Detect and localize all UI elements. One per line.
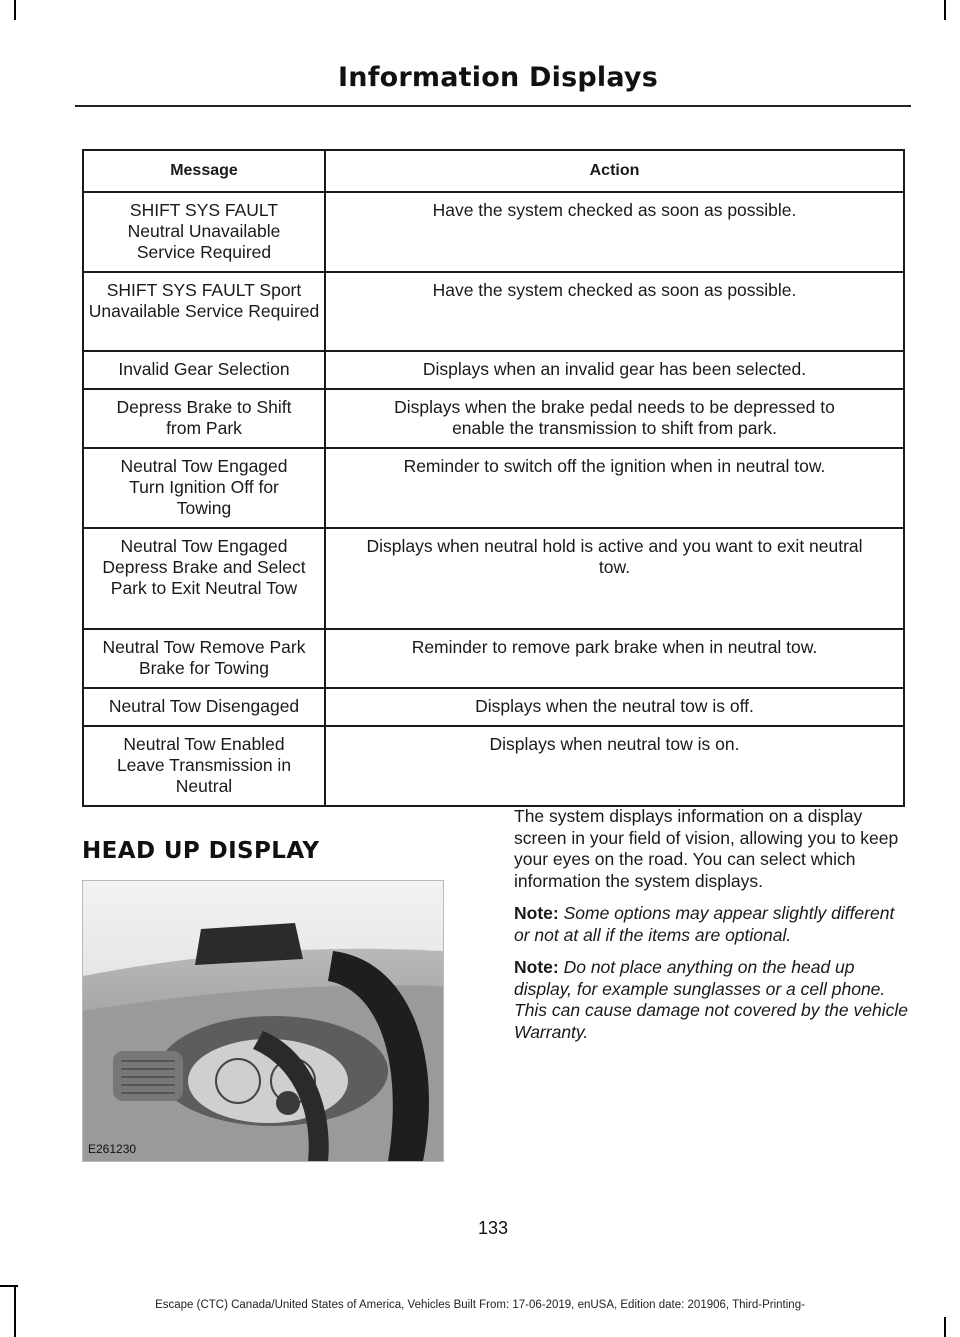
action-cell: Displays when the brake pedal needs to be depressed to enable the transmission to shift from park. (325, 389, 904, 448)
note-label: Note: (514, 903, 559, 923)
table-row (83, 272, 904, 351)
page-number: 133 (477, 1218, 509, 1238)
message-cell: Depress Brake to Shift from Park (83, 389, 325, 448)
message-cell: SHIFT SYS FAULT Neutral Unavailable Service Required (83, 192, 325, 272)
action-cell: Have the system checked as soon as possible. (325, 192, 904, 272)
column-header-message: Message (83, 150, 325, 192)
action-cell: Reminder to switch off the ignition when in neutral tow. (325, 448, 904, 528)
message-cell: Invalid Gear Selection (83, 351, 325, 389)
note-text: Some options may appear slightly different or not at all if the items are optional. (514, 903, 895, 945)
title-divider (75, 105, 911, 107)
intro-paragraph: The system displays information on a display screen in your field of vision, allowing you to keep your eyes on the road. You can select which information the system displays. (514, 806, 899, 891)
crop-mark-top-right (944, 0, 946, 20)
table-row (83, 528, 904, 629)
table-row (83, 351, 904, 389)
hud-screen-shape (195, 923, 303, 965)
table-row (83, 389, 904, 448)
table-row (83, 192, 904, 272)
message-cell: SHIFT SYS FAULT Sport Unavailable Service Required (83, 272, 325, 351)
table-row (83, 629, 904, 688)
head-up-display-figure (82, 880, 444, 1162)
message-cell: Neutral Tow Engaged Depress Brake and Select Park to Exit Neutral Tow (83, 528, 325, 629)
messages-table (82, 149, 905, 807)
action-cell: Reminder to remove park brake when in neutral tow. (325, 629, 904, 688)
message-cell: Neutral Tow Disengaged (83, 688, 325, 726)
note-label: Note: (514, 957, 559, 977)
action-cell: Displays when an invalid gear has been selected. (325, 351, 904, 389)
section-heading: HEAD UP DISPLAY (82, 838, 320, 864)
message-cell: Neutral Tow Remove Park Brake for Towing (83, 629, 325, 688)
action-cell: Displays when the neutral tow is off. (325, 688, 904, 726)
page-title: Information Displays (338, 62, 658, 93)
dashboard-illustration (83, 881, 443, 1161)
message-cell: Neutral Tow Enabled Leave Transmission in Neutral (83, 726, 325, 806)
action-cell: Have the system checked as soon as possible. (325, 272, 904, 351)
table-header-row (83, 150, 904, 192)
table-row (83, 448, 904, 528)
note-text: Do not place anything on the head up display, for example sunglasses or a cell phone. This can cause damage not covered by the vehicle Warranty. (514, 957, 908, 1042)
table-row (83, 726, 904, 806)
action-cell: Displays when neutral hold is active and you want to exit neutral tow. (325, 528, 904, 629)
action-cell: Displays when neutral tow is on. (325, 726, 904, 806)
note-paragraph (514, 957, 908, 1043)
column-header-action: Action (325, 150, 904, 192)
crop-mark-bottom-right (944, 1317, 946, 1337)
footer-text: Escape (CTC) Canada/United States of America, Vehicles Built From: 17-06-2019, enUSA, Edition date: 201906, Third-Printing- (155, 1299, 805, 1311)
note-paragraph (514, 903, 908, 946)
crop-mark-bottom-left (14, 1317, 16, 1337)
figure-label: E261230 (88, 1142, 137, 1156)
message-cell: Neutral Tow Engaged Turn Ignition Off for Towing (83, 448, 325, 528)
crop-mark-top-left (14, 0, 16, 20)
hud-description (514, 806, 908, 1054)
table-row (83, 688, 904, 726)
